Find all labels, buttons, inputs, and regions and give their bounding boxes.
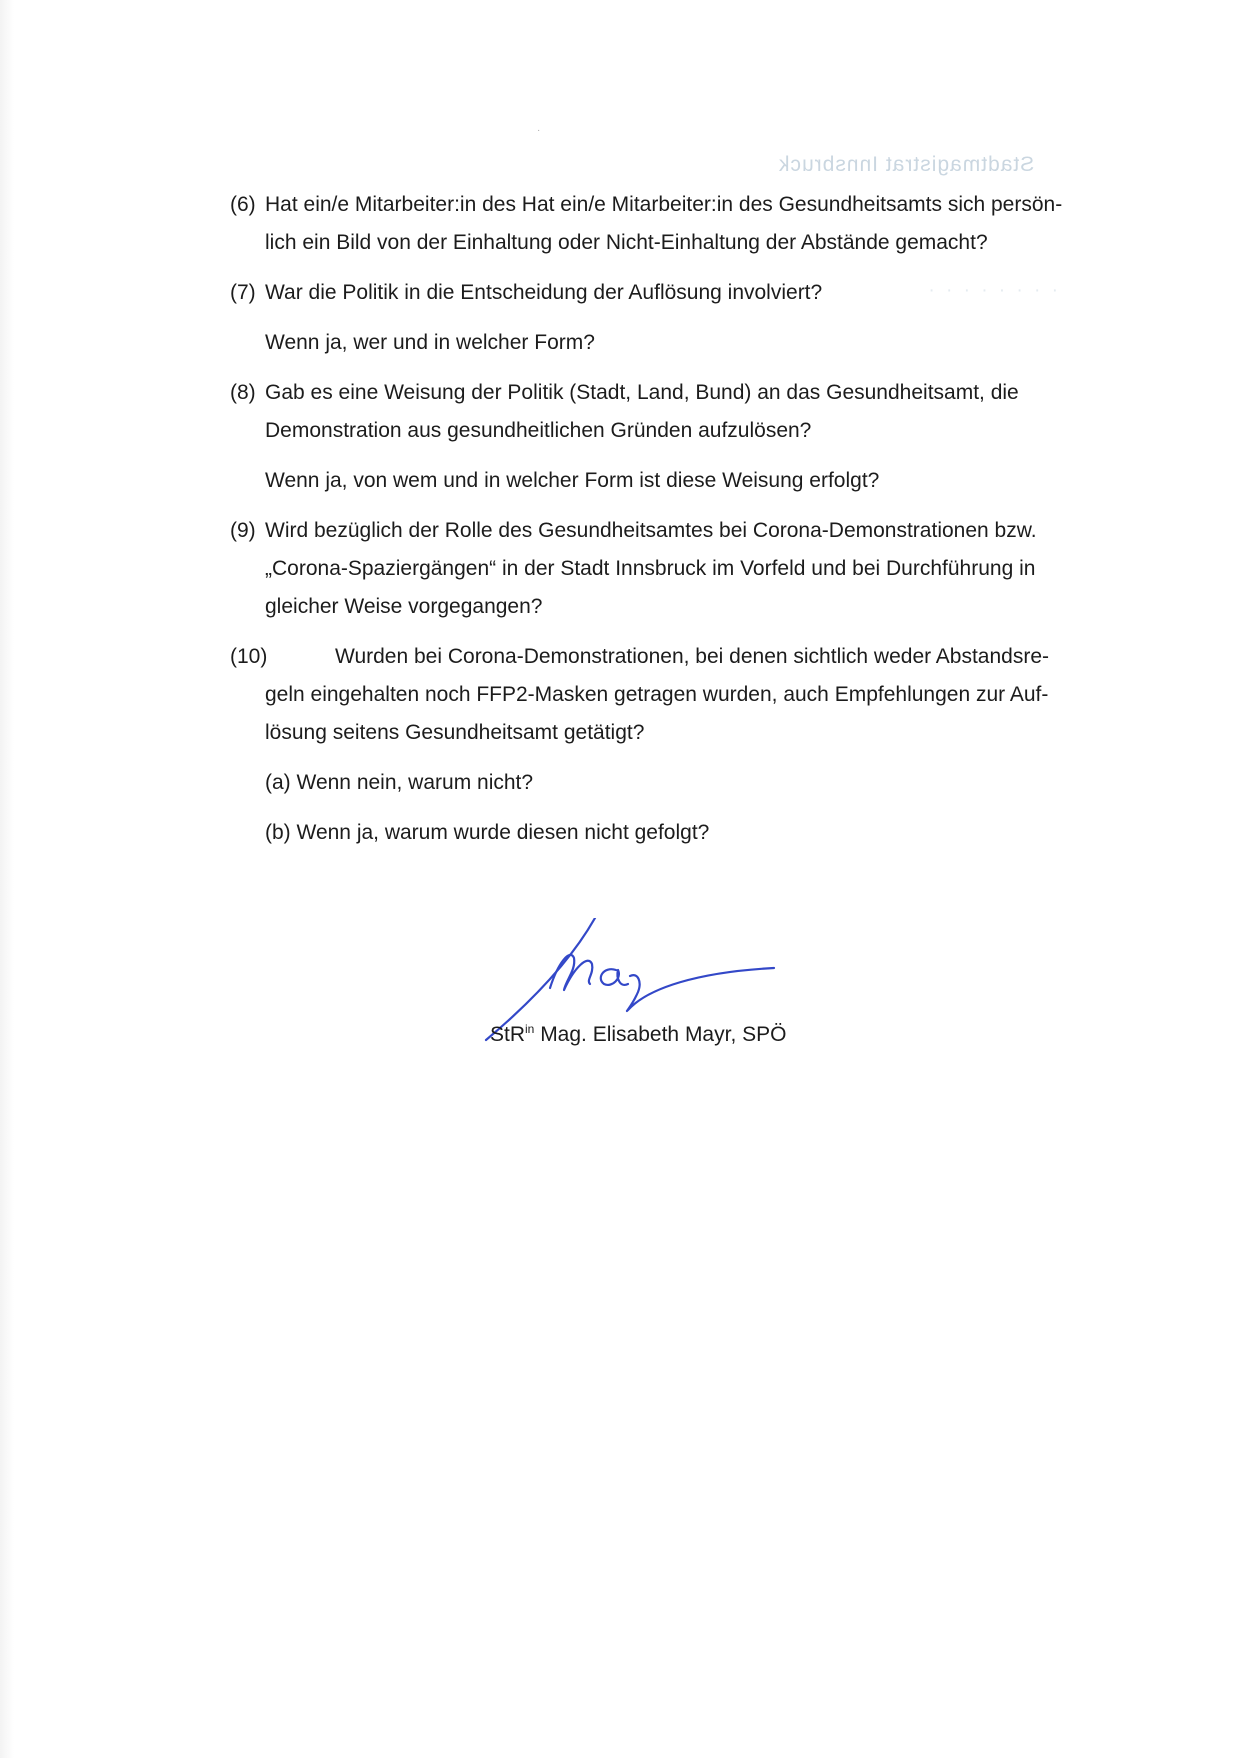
signer-name-text: Mag. Elisabeth Mayr, SPÖ	[534, 1023, 787, 1046]
question-number: (9)	[230, 519, 256, 542]
scan-speck: ·	[537, 125, 541, 136]
signer-title: StR	[490, 1023, 526, 1046]
question-follow-up: Wenn ja, wer und in welcher Form?	[265, 331, 595, 354]
signer-title-suffix: in	[525, 1022, 535, 1036]
question-number: (8)	[230, 381, 256, 404]
question-text-line: War die Politik in die Entscheidung der Auflösung involviert?	[265, 281, 823, 304]
question-text-line: lich ein Bild von der Einhaltung oder Nicht-Einhaltung der Abstände gemacht?	[265, 231, 988, 254]
received-stamp: Stadtmagistrat Innsbruck	[778, 153, 1035, 176]
question-text-line: lösung seitens Gesundheitsamt getätigt?	[265, 721, 645, 744]
question-text-line: Wird bezüglich der Rolle des Gesundheitsamtes bei Corona-Demonstrationen bzw.	[265, 519, 1037, 542]
question-text-line: Demonstration aus gesundheitlichen Gründen aufzulösen?	[265, 419, 812, 442]
question-text-line: gleicher Weise vorgegangen?	[265, 595, 543, 618]
stamp-ghost: · · · · · · · ·	[925, 280, 1058, 301]
question-text-line: geln eingehalten noch FFP2-Masken getragen wurden, auch Empfehlungen zur Auf-	[265, 683, 1049, 706]
question-text-line: Hat ein/e Mitarbeiter:in des Hat ein/e Mitarbeiter:in des Gesundheitsamts sich persön-	[265, 193, 1063, 216]
question-text-line: Wurden bei Corona-Demonstrationen, bei denen sichtlich weder Abstandsre-	[335, 645, 1050, 668]
sub-question-b: (b) Wenn ja, warum wurde diesen nicht gefolgt?	[265, 821, 710, 844]
question-number: (6)	[230, 193, 256, 216]
question-text-line: „Corona-Spaziergängen“ in der Stadt Innsbruck im Vorfeld und bei Durchführung in	[265, 557, 1036, 580]
signer-name	[490, 1014, 786, 1050]
sub-question-a: (a) Wenn nein, warum nicht?	[265, 771, 534, 794]
question-follow-up: Wenn ja, von wem und in welcher Form ist diese Weisung erfolgt?	[265, 469, 880, 492]
question-number: (10)	[230, 645, 268, 668]
question-number: (7)	[230, 281, 256, 304]
scan-edge	[0, 0, 14, 1758]
question-text-line: Gab es eine Weisung der Politik (Stadt, Land, Bund) an das Gesundheitsamt, die	[265, 381, 1019, 404]
